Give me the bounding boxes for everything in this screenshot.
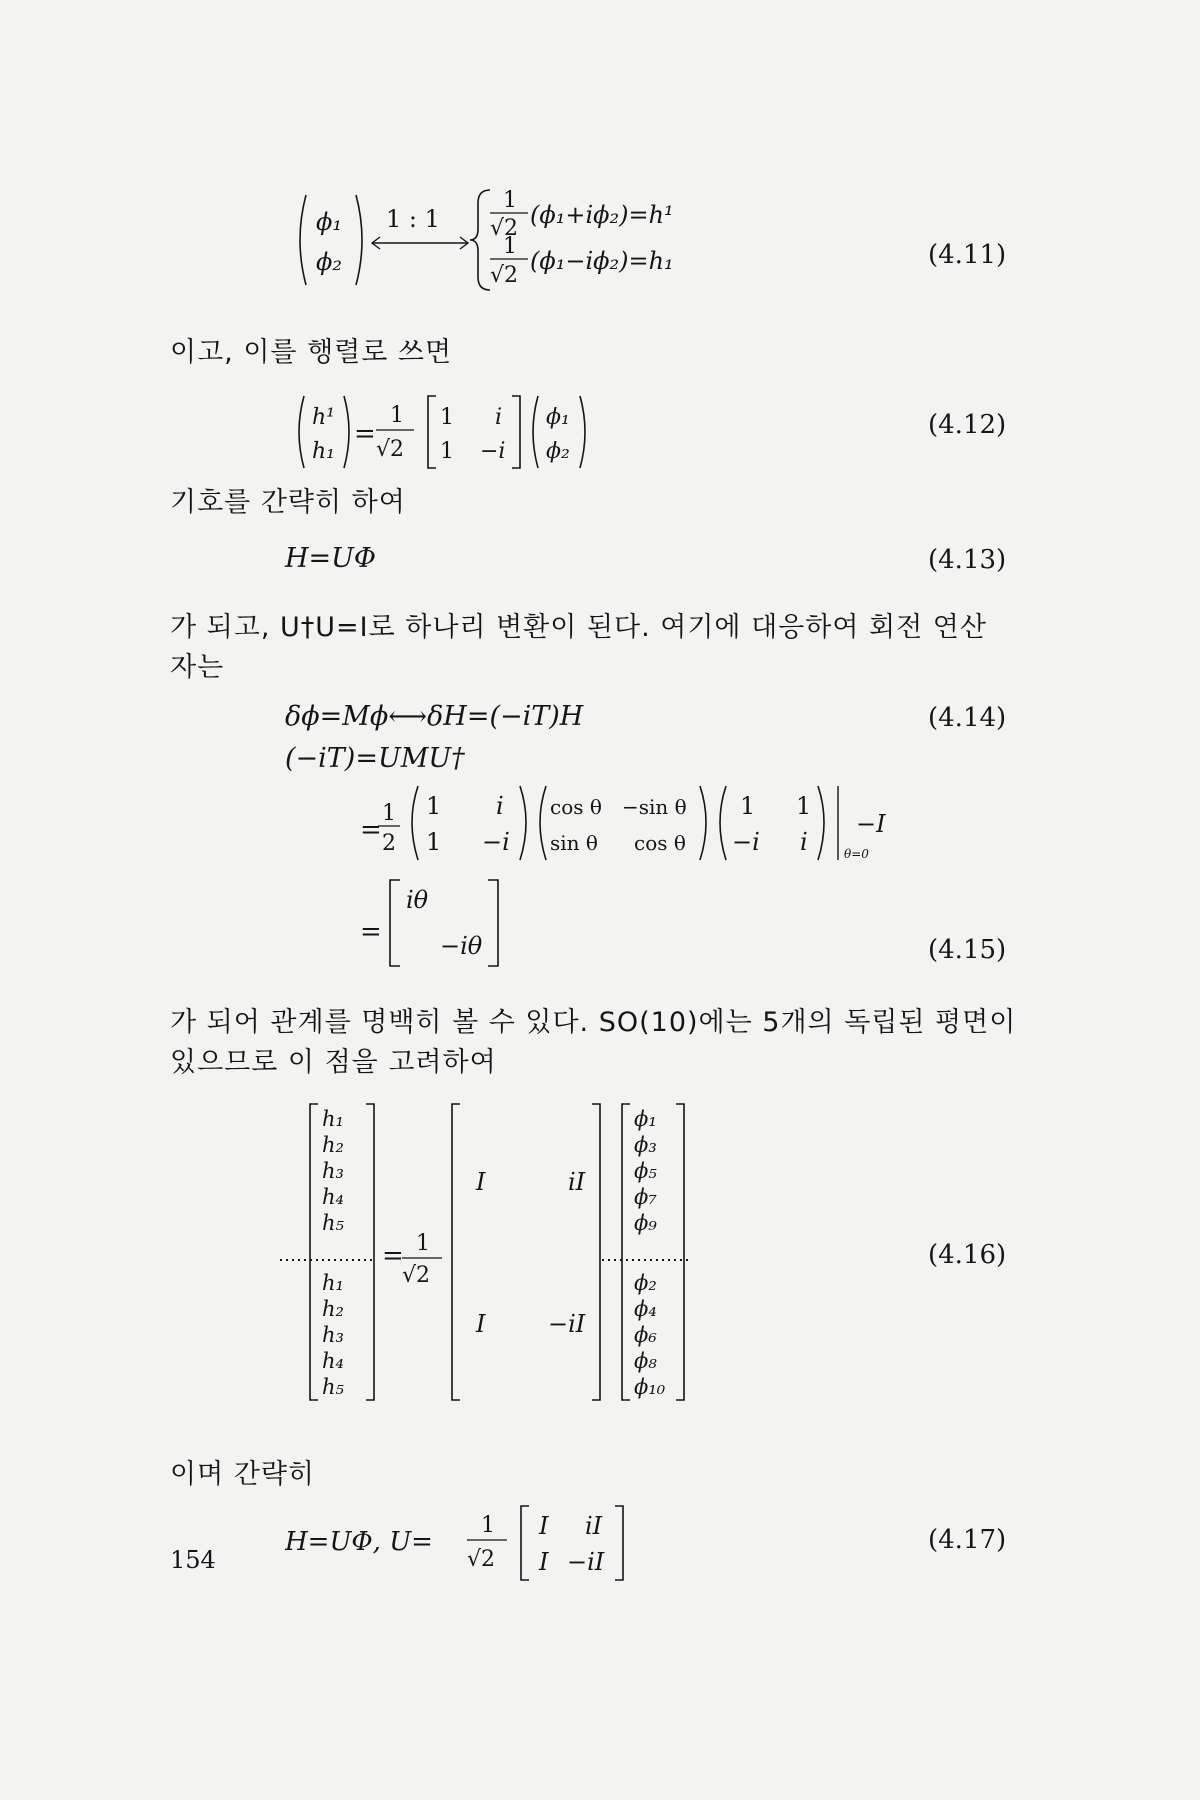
paragraph-4-line-1: 가 되어 관계를 명백히 볼 수 있다. SO(10)에는 5개의 독립된 평면이 — [170, 1007, 1017, 1038]
equation-4-15-expansion — [360, 780, 980, 970]
eq-4-15-half-num: 1 — [382, 801, 396, 826]
eq-4-16-h-top-2: h₂ — [322, 1133, 344, 1157]
eq-4-17-m12: iI — [585, 1512, 603, 1540]
eq-number-4-12: (4.12) — [928, 410, 1007, 440]
eq-4-12-m21: 1 — [440, 439, 454, 464]
eq-4-15-m2-21: sin θ — [550, 831, 598, 855]
eq-4-15-m1-22: −i — [482, 828, 510, 856]
eq-4-16-h-bottom-4: h₄ — [322, 1349, 344, 1373]
eq-4-16-h-top-1: h₁ — [322, 1107, 344, 1131]
svg-text:=: = — [354, 419, 376, 449]
eq-4-15-m3-12: 1 — [796, 792, 812, 820]
page-number: 154 — [170, 1546, 216, 1574]
paragraph-4-line-2: 있으므로 이 점을 고려하여 — [170, 1047, 497, 1078]
eq-4-16-phi-top-3: ϕ₅ — [634, 1159, 657, 1183]
equation-4-11 — [290, 185, 730, 305]
eq-4-12-lhs-top: h¹ — [312, 405, 335, 430]
eq-4-16-h-bottom-1: h₁ — [322, 1271, 344, 1295]
equation-4-15-line-1: (−iT)=UMU† — [285, 743, 465, 774]
eq-4-12-m12: i — [495, 405, 503, 430]
eq-4-16-phi-bottom-3: ϕ₆ — [634, 1323, 657, 1347]
eq-4-12-lhs-bottom: h₁ — [312, 439, 335, 464]
svg-text:=: = — [360, 917, 382, 947]
eq-number-4-13: (4.13) — [928, 545, 1007, 575]
eq-4-15-m2-12: −sin θ — [622, 795, 687, 819]
eq-4-16-h-top-3: h₃ — [322, 1159, 344, 1183]
eq-4-16-phi-top-2: ϕ₃ — [634, 1133, 657, 1157]
eq-4-12-rhs-top: ϕ₁ — [546, 405, 570, 430]
eq-4-11-num2: 1 — [503, 234, 517, 259]
eq-4-17-m11: I — [539, 1512, 549, 1540]
eq-4-16-h-top-4: h₄ — [322, 1185, 344, 1209]
eq-4-16-phi-bottom-4: ϕ₈ — [634, 1349, 657, 1373]
equation-4-16 — [280, 1100, 740, 1410]
paragraph-3-line-2: 자는 — [170, 652, 225, 683]
eq-4-12-m22: −i — [480, 439, 506, 464]
svg-text:=: = — [382, 1241, 404, 1271]
eq-4-16-h-bottom-5: h₅ — [322, 1375, 344, 1399]
eq-number-4-15: (4.15) — [928, 935, 1007, 965]
svg-text:=: = — [360, 815, 382, 845]
eq-4-16-phi-top-4: ϕ₇ — [634, 1185, 657, 1209]
eq-4-17-den: √2 — [467, 1547, 496, 1572]
eq-4-15-m1-12: i — [496, 792, 504, 820]
eq-4-16-phi-bottom-1: ϕ₂ — [634, 1271, 657, 1295]
eq-4-12-num: 1 — [390, 403, 404, 428]
eq-4-16-den: √2 — [402, 1263, 431, 1288]
eq-4-11-phi2: ϕ₂ — [316, 248, 342, 276]
equation-4-13: H=UΦ — [285, 543, 377, 574]
eq-number-4-11: (4.11) — [928, 240, 1007, 270]
eq-4-16-h-bottom-3: h₃ — [322, 1323, 344, 1347]
equation-4-12 — [290, 390, 710, 480]
equation-4-17 — [285, 1500, 705, 1590]
eq-4-17-m21: I — [539, 1548, 549, 1576]
eq-4-17-m22: −iI — [567, 1548, 605, 1576]
eq-4-15-eval-at: θ=0 — [844, 847, 869, 861]
eq-4-12-den: √2 — [376, 437, 405, 462]
eq-4-16-h-top-5: h₅ — [322, 1211, 344, 1235]
eq-4-11-num1: 1 — [503, 188, 517, 213]
eq-4-15-m1-21: 1 — [426, 828, 442, 856]
eq-4-16-phi-top-5: ϕ₉ — [634, 1211, 657, 1235]
eq-4-17-lhs: H=UΦ, U= — [285, 1527, 433, 1557]
equation-4-14: δϕ=Mϕ⟷δH=(−iT)H — [285, 701, 584, 732]
eq-4-15-half-den: 2 — [382, 831, 396, 856]
eq-4-16-h-bottom-2: h₂ — [322, 1297, 344, 1321]
eq-4-11-row1: (ϕ₁+iϕ₂)=h¹ — [530, 201, 674, 229]
eq-4-15-derivative: −I — [856, 810, 886, 838]
eq-4-15-result-22: −iθ — [440, 932, 483, 960]
eq-4-15-m3-21: −i — [732, 828, 760, 856]
eq-4-12-m11: 1 — [440, 405, 454, 430]
eq-4-16-phi-bottom-5: ϕ₁₀ — [634, 1375, 666, 1399]
eq-number-4-17: (4.17) — [928, 1525, 1007, 1555]
eq-4-12-rhs-bottom: ϕ₂ — [546, 439, 570, 464]
eq-4-11-ratio: 1 : 1 — [386, 205, 440, 233]
eq-4-15-m3-11: 1 — [740, 792, 756, 820]
eq-number-4-14: (4.14) — [928, 703, 1007, 733]
eq-4-16-num: 1 — [416, 1231, 430, 1256]
eq-4-15-m3-22: i — [800, 828, 808, 856]
eq-4-16-block-11: I — [476, 1168, 486, 1196]
eq-4-15-m1-11: 1 — [426, 792, 442, 820]
eq-4-16-phi-bottom-2: ϕ₄ — [634, 1297, 657, 1321]
eq-4-15-m2-22: cos θ — [634, 831, 686, 855]
eq-4-17-num: 1 — [481, 1513, 495, 1538]
paragraph-1: 이고, 이를 행렬로 쓰면 — [170, 337, 453, 368]
eq-4-11-phi1: ϕ₁ — [316, 208, 342, 236]
paragraph-2: 기호를 간략히 하여 — [170, 487, 406, 518]
eq-4-16-phi-top-1: ϕ₁ — [634, 1107, 657, 1131]
eq-4-11-den2: √2 — [490, 263, 519, 288]
eq-4-15-result-11: iθ — [406, 886, 429, 914]
paragraph-3-line-1: 가 되고, U†U=I로 하나리 변환이 된다. 여기에 대응하여 회전 연산 — [170, 612, 987, 643]
paragraph-5: 이며 간략히 — [170, 1459, 315, 1490]
eq-4-16-block-12: iI — [568, 1168, 586, 1196]
eq-4-11-row2: (ϕ₁−iϕ₂)=h₁ — [530, 247, 674, 275]
eq-4-16-block-22: −iI — [548, 1310, 586, 1338]
eq-number-4-16: (4.16) — [928, 1240, 1007, 1270]
eq-4-16-block-21: I — [476, 1310, 486, 1338]
eq-4-11-den1: √2 — [490, 216, 519, 241]
eq-4-15-m2-11: cos θ — [550, 795, 602, 819]
